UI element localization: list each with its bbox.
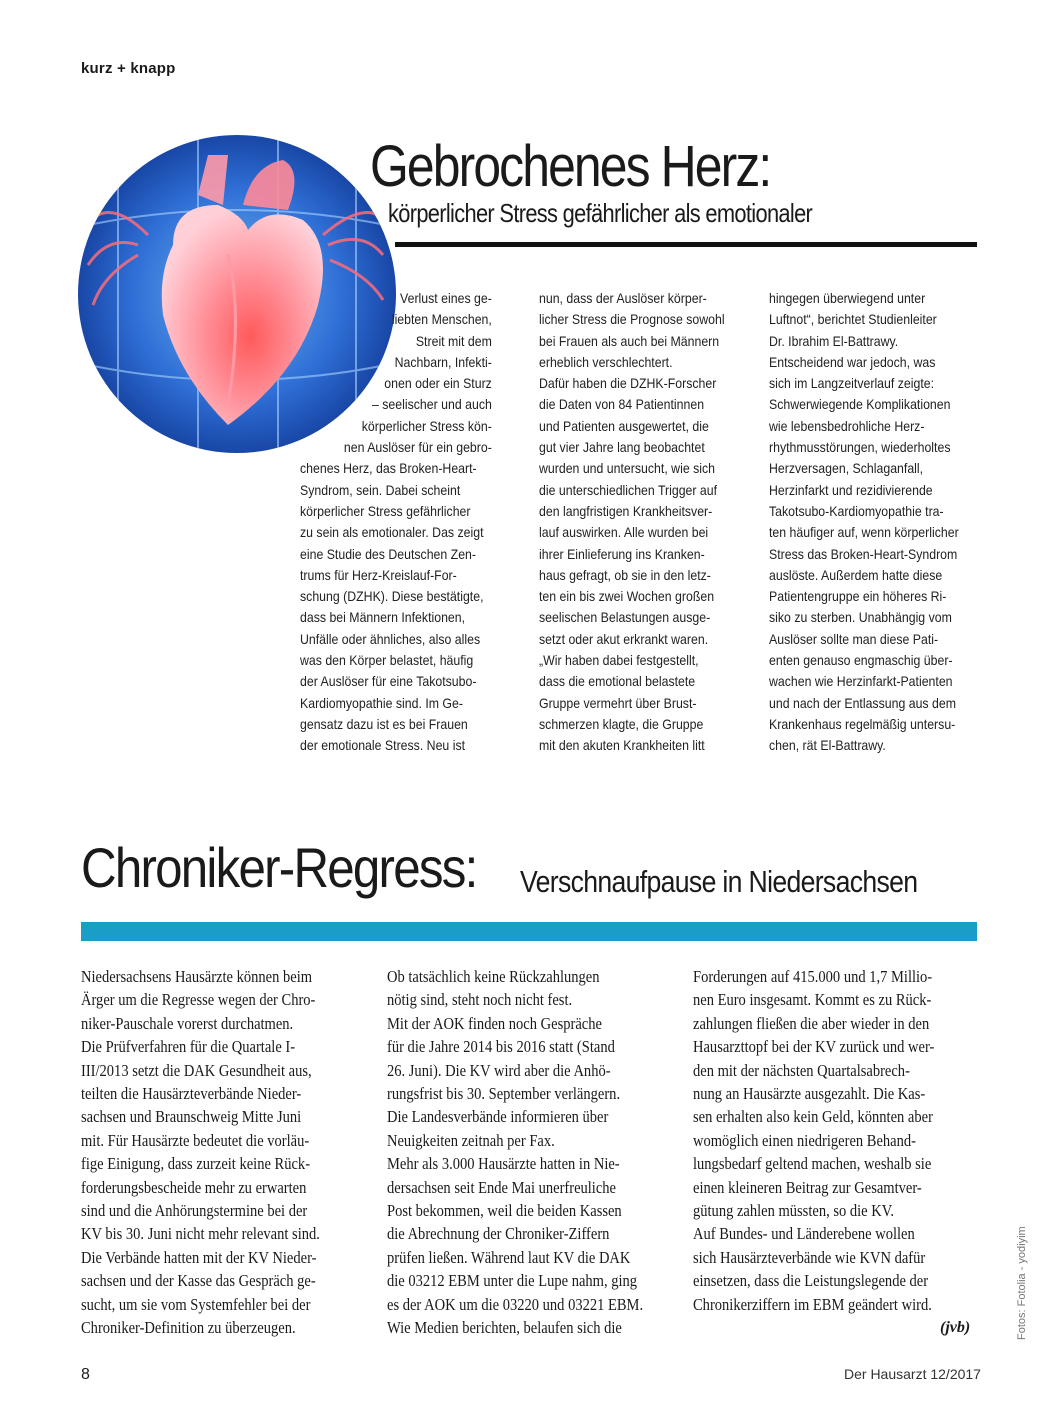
text-line: die Daten von 84 Patientinnen xyxy=(539,396,705,413)
text-line: zahlungen fließen die aber wieder in den xyxy=(693,1013,930,1033)
text-line: nen Euro insgesamt. Kommt es zu Rück- xyxy=(693,990,932,1010)
text-line: dass die emotional belastete xyxy=(539,673,696,690)
text-line: Chroniker-Definition zu überzeugen. xyxy=(81,1318,296,1338)
text-line: die unterschiedlichen Trigger auf xyxy=(539,481,718,498)
text-line: Stress das Broken-Heart-Syndrom xyxy=(769,545,958,562)
text-line: forderungsbescheide mehr zu erwarten xyxy=(81,1177,307,1197)
text-line: seelischen Belastungen ausge- xyxy=(539,609,711,626)
text-line: setzt oder akut erkrankt waren. xyxy=(539,630,709,647)
text-line: trums für Herz-Kreislauf-For- xyxy=(300,566,457,583)
text-line: wurden und untersucht, wie sich xyxy=(539,460,715,477)
text-line: dersachsen seit Ende Mai unerfreuliche xyxy=(387,1177,617,1197)
text-line: Syndrom, sein. Dabei scheint xyxy=(300,481,461,498)
text-line: Die Prüfverfahren für die Quartale I- xyxy=(81,1037,296,1057)
text-line: einsetzen, dass die Leistungslegende der xyxy=(693,1271,929,1291)
text-line: enten genauso engmaschig über- xyxy=(769,652,953,669)
text-line: hingegen überwiegend unter xyxy=(769,290,926,306)
text-line: Krankenhaus regelmäßig untersu- xyxy=(769,715,956,732)
text-line: haus gefragt, ob sie in den letz- xyxy=(539,566,711,583)
article2-title: Chroniker-Regress: xyxy=(81,836,477,899)
text-line: erheblich verschlechtert. xyxy=(539,353,673,370)
text-line: Auf Bundes- und Länderebene wollen xyxy=(693,1224,915,1244)
text-line: mit den akuten Krankheiten litt xyxy=(539,737,705,754)
page-number: 8 xyxy=(81,1366,90,1383)
text-line: chen, rät El-Battrawy. xyxy=(769,737,886,754)
text-line: schung (DZHK). Diese bestätigte, xyxy=(300,588,484,605)
text-line: Post bekommen, weil die beiden Kassen xyxy=(387,1201,622,1221)
text-line: Die Verbände hatten mit der KV Nieder- xyxy=(81,1247,317,1267)
text-line: Hausarzttopf bei der KV zurück und wer- xyxy=(693,1037,935,1057)
text-line: Unfälle oder ähnliches, also alles xyxy=(300,630,481,647)
text-line: nötig sind, steht noch nicht fest. xyxy=(387,990,573,1010)
text-line: mit. Für Hausärzte bedeutet die vorläu- xyxy=(81,1130,310,1150)
article2-column-2 xyxy=(387,965,643,1340)
text-line: sind und die Anhörungstermine bei der xyxy=(81,1201,308,1221)
text-line: und nach der Entlassung aus dem xyxy=(769,694,956,711)
text-line: teilten die Hausärzteverbände Nieder- xyxy=(81,1084,302,1104)
text-line: Ob tatsächlich keine Rückzahlungen xyxy=(387,967,600,986)
article1-column-3 xyxy=(769,288,959,757)
text-line: für die Jahre 2014 bis 2016 statt (Stand xyxy=(387,1037,615,1057)
publication-info: Der Hausarzt 12/2017 xyxy=(844,1366,981,1382)
text-line: sich im Langzeitverlauf zeigte: xyxy=(769,375,935,392)
text-line: auslöste. Außerdem hatte diese xyxy=(769,566,943,583)
article1-column-2 xyxy=(539,288,725,757)
text-line: siko zu sterben. Unabhängig vom xyxy=(769,609,952,626)
text-line: wie lebensbedrohliche Herz- xyxy=(769,417,925,434)
text-line: wachen wie Herzinfarkt-Patienten xyxy=(769,673,953,690)
article1-title: Gebrochenes Herz: xyxy=(370,134,771,199)
text-line: KV bis 30. Juni nicht mehr relevant sind. xyxy=(81,1224,320,1244)
text-line: liebten Menschen, xyxy=(391,311,492,328)
text-line: licher Stress die Prognose sowohl xyxy=(539,311,725,328)
article1-subtitle: körperlicher Stress gefährlicher als emotionaler xyxy=(388,198,813,228)
text-line: Nachbarn, Infekti- xyxy=(394,353,492,370)
text-line: der Auslöser für eine Takotsubo- xyxy=(300,673,477,690)
text-line: lauf auswirken. Alle wurden bei xyxy=(539,524,709,541)
article2-title-wrap xyxy=(81,836,531,899)
text-line: Mit der AOK finden noch Gespräche xyxy=(387,1013,602,1033)
text-line: Dafür haben die DZHK-Forscher xyxy=(539,375,717,392)
text-line: sachsen und Braunschweig Mitte Juni xyxy=(81,1107,302,1127)
text-line: Patientengruppe ein höheres Ri- xyxy=(769,588,947,605)
text-line: Herzversagen, Schlaganfall, xyxy=(769,460,924,477)
text-line: den mit der nächsten Quartalsabrech- xyxy=(693,1060,910,1080)
text-line: sachsen und der Kasse das Gespräch ge- xyxy=(81,1271,316,1291)
text-line: Forderungen auf 415.000 und 1,7 Millio- xyxy=(693,967,933,986)
text-line: Mehr als 3.000 Hausärzte hatten in Nie- xyxy=(387,1154,620,1174)
text-line: körperlicher Stress gefährlicher xyxy=(300,502,471,519)
text-line: dass bei Männern Infektionen, xyxy=(300,609,466,626)
text-line: Luftnot“, berichtet Studienleiter xyxy=(769,311,937,328)
text-line: lungsbedarf geltend machen, weshalb sie xyxy=(693,1154,932,1174)
article1-rule xyxy=(395,242,977,247)
text-line: Gruppe vermehrt über Brust- xyxy=(539,694,697,711)
text-line: Dr. Ibrahim El-Battrawy. xyxy=(769,332,899,349)
text-line: und Patienten ausgewertet, die xyxy=(539,417,709,434)
text-line: körperlicher Stress kön- xyxy=(361,417,492,434)
text-line: 26. Juni). Die KV wird aber die Anhö- xyxy=(387,1060,611,1080)
text-line: ihrer Einlieferung ins Kranken- xyxy=(539,545,705,562)
text-line: Auslöser sollte man diese Pati- xyxy=(769,630,939,647)
text-line: was den Körper belastet, häufig xyxy=(300,652,474,669)
photo-credit: Fotos: Fotolia - yodiyim xyxy=(1016,1226,1028,1340)
text-line: prüfen ließen. Während laut KV die DAK xyxy=(387,1247,631,1267)
text-line: nun, dass der Auslöser körper- xyxy=(539,290,707,306)
text-line: einen kleineren Beitrag zur Gesamtver- xyxy=(693,1177,922,1197)
article2-column-3 xyxy=(693,965,934,1316)
text-line: niker-Pauschale vorerst durchatmen. xyxy=(81,1013,294,1033)
text-line: den langfristigen Krankheitsver- xyxy=(539,502,713,519)
text-line: Verlust eines ge- xyxy=(400,290,492,306)
text-line: onen oder ein Sturz xyxy=(384,375,492,392)
text-line: gensatz dazu ist es bei Frauen xyxy=(300,715,468,732)
text-line: die Abrechnung der Chroniker-Ziffern xyxy=(387,1224,610,1244)
text-line: schmerzen klagte, die Gruppe xyxy=(539,715,704,732)
text-line: Die Landesverbände informieren über xyxy=(387,1107,609,1127)
text-line: Kardiomyopathie sind. Im Ge- xyxy=(300,694,463,711)
text-line: sich Hausärzteverbände wie KVN dafür xyxy=(693,1247,926,1267)
text-line: Ärger um die Regresse wegen der Chro- xyxy=(81,990,316,1010)
text-line: nen Auslöser für ein gebro- xyxy=(343,439,492,456)
article2-column-1 xyxy=(81,965,320,1340)
text-line: der emotionale Stress. Neu ist xyxy=(300,737,466,754)
article1-column-1 xyxy=(300,288,492,757)
text-line: Entscheidend war jedoch, was xyxy=(769,353,936,370)
text-line: Streit mit dem xyxy=(415,332,492,349)
text-line: es der AOK um die 03220 und 03221 EBM. xyxy=(387,1294,644,1314)
article2-subtitle: Verschnaufpause in Niedersachsen xyxy=(520,864,918,899)
article2-accent-rule xyxy=(81,922,977,941)
text-line: rhythmusstörungen, wiederholtes xyxy=(769,439,951,456)
text-line: „Wir haben dabei festgestellt, xyxy=(539,652,699,669)
text-line: rungsfrist bis 30. September verlängern. xyxy=(387,1084,621,1104)
text-line: Schwerwiegende Komplikationen xyxy=(769,396,951,413)
text-line: zu sein als emotionaler. Das zeigt xyxy=(300,524,484,541)
text-line: gut vier Jahre lang beobachtet xyxy=(539,439,705,456)
text-line: eine Studie des Deutschen Zen- xyxy=(300,545,477,562)
text-line: die 03212 EBM unter die Lupe nahm, ging xyxy=(387,1271,638,1291)
text-line: womöglich einen niedrigeren Behand- xyxy=(693,1130,916,1150)
text-line: gütung zahlen müssten, so die KV. xyxy=(693,1201,894,1221)
text-line: Niedersachsens Hausärzte können beim xyxy=(81,967,313,986)
text-line: Chronikerziffern im EBM geändert wird. xyxy=(693,1294,932,1314)
text-line: fige Einigung, dass zurzeit keine Rück- xyxy=(81,1154,311,1174)
text-line: bei Frauen als auch bei Männern xyxy=(539,332,720,349)
text-line: Neuigkeiten zeitnah per Fax. xyxy=(387,1130,555,1150)
text-line: chenes Herz, das Broken-Heart- xyxy=(300,460,477,477)
section-tag: kurz + knapp xyxy=(81,60,176,77)
text-line: III/2013 setzt die DAK Gesundheit aus, xyxy=(81,1060,312,1080)
text-line: ten häufiger auf, wenn körperlicher xyxy=(769,524,959,541)
text-line: – seelischer und auch xyxy=(371,396,492,413)
text-line: ten ein bis zwei Wochen großen xyxy=(539,588,715,605)
text-line: sucht, um sie vom Systemfehler bei der xyxy=(81,1294,311,1314)
text-line: sen erhalten also kein Geld, könnten aber xyxy=(693,1107,933,1127)
text-line: Wie Medien berichten, belaufen sich die xyxy=(387,1318,622,1338)
text-line: Herzinfarkt und rezidivierende xyxy=(769,481,933,498)
text-line: nung an Hausärzte ausgezahlt. Die Kas- xyxy=(693,1084,926,1104)
article2-signature: (jvb) xyxy=(940,1319,971,1336)
text-line: Takotsubo-Kardiomyopathie tra- xyxy=(769,502,944,519)
